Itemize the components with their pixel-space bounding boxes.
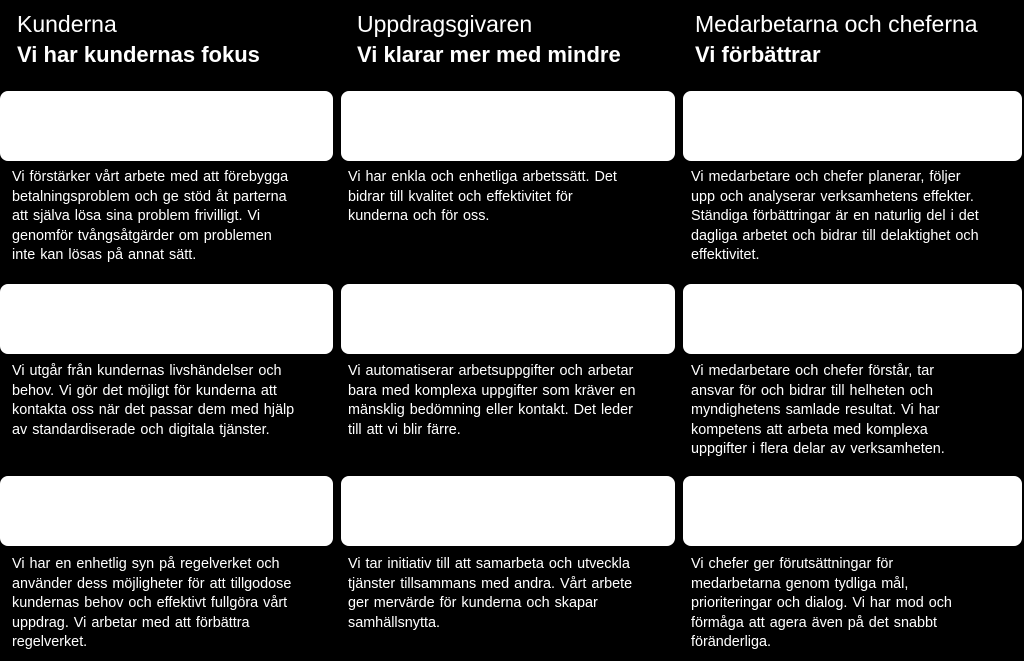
statement-text: Vi chefer ger förutsättningar för medarbetarna genom tydliga mål, prioriteringar och dialog. Vi har mod och förmåga att agera även på det snabbt föränderliga. [691,556,952,651]
column-header [357,10,621,70]
statement-text: Vi förstärker vårt arbete med att förebygga betalningsproblem och ge stöd åt parterna att själva lösa sina problem frivilligt. Vi genomför tvångsåtgärder om problemen inte kan lösas på annat sätt. [12,169,289,264]
statement-text: Vi automatiserar arbetsuppgifter och arbetar bara med komplexa uppgifter som kräver en mänsklig bedömning eller kontakt. Det leder till att vi blir färre. [348,363,636,438]
column-category: Uppdragsgivaren [357,11,533,37]
column-header [695,10,978,70]
blank-box [683,91,1022,161]
column-header [17,10,260,70]
statement-text: Vi utgår från kundernas livshändelser och behov. Vi gör det möjligt för kunderna att kontakta oss när det passar dem med hjälp av standardiserade och digitala tjänster. [12,363,295,438]
blank-box [0,284,333,354]
statement-text: Vi medarbetare och chefer förstår, tar ansvar för och bidrar till helheten och myndighetens samlade resultat. Vi har kompetens att arbeta med komplexa uppgifter i flera delar av verksamheten. [691,363,945,458]
statement-text: Vi medarbetare och chefer planerar, följer upp och analyserar verksamhetens effekter. Ständiga förbättringar är en naturlig del i det dagliga arbetet och bidrar till delaktighet och effektivitet. [691,169,979,264]
column-motto: Vi förbättrar [695,42,821,67]
statement-text: Vi har en enhetlig syn på regelverket och använder dess möjligheter för att tillgodose kundernas behov och effektivt fullgöra vårt uppdrag. Vi arbetar med att förbättra regelverket. [12,556,292,651]
column-motto: Vi har kundernas fokus [17,42,260,67]
blank-box [0,91,333,161]
statement-text: Vi tar initiativ till att samarbeta och utveckla tjänster tillsammans med andra. Vårt arbete ger mervärde för kunderna och skapar samhällsnytta. [348,556,633,631]
blank-box [683,476,1022,546]
blank-box [341,284,675,354]
column-category: Medarbetarna och cheferna [695,11,978,37]
column-category: Kunderna [17,11,117,37]
blank-box [341,476,675,546]
statement-text: Vi har enkla och enhetliga arbetssätt. Det bidrar till kvalitet och effektivitet för kunderna och för oss. [348,169,617,225]
blank-box [683,284,1022,354]
blank-box [341,91,675,161]
blank-box [0,476,333,546]
column-motto: Vi klarar mer med mindre [357,42,621,67]
